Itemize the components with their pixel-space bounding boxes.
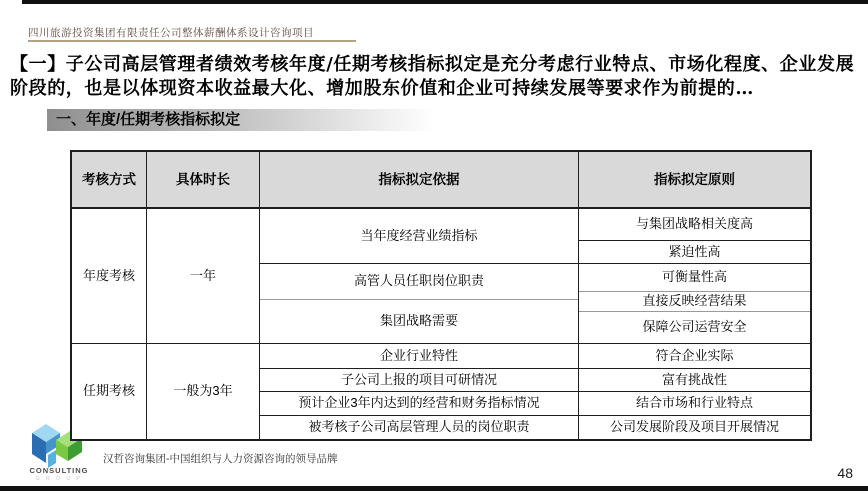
table-cell-principle: 可衡量性高 — [579, 264, 810, 292]
table-cell-principle: 直接反映经营结果 — [579, 292, 810, 312]
table-cell-principle: 公司发展阶段及项目开展情况 — [609, 419, 779, 435]
table-cell-principle: 与集团战略相关度高 — [579, 209, 810, 241]
top-accent-bar — [22, 0, 868, 4]
column-header: 具体时长 — [147, 152, 259, 209]
table-cell-basis: 当年度经营业绩指标 — [260, 209, 578, 264]
table-cell-basis: 企业行业特性 — [260, 344, 578, 369]
section-banner — [47, 109, 435, 131]
column-duration — [147, 152, 260, 439]
table-cell-basis: 预计企业3年内达到的经营和财务指标情况 — [260, 392, 578, 416]
table-cell-principle: 紧迫性高 — [579, 241, 810, 264]
table-cell-principle: 保障公司运营安全 — [579, 312, 810, 344]
footer-tagline: 汉哲咨询集团-中国组织与人力资源咨询的领导品牌 — [103, 453, 338, 465]
project-title: 四川旅游投资集团有限责任公司整体薪酬体系设计咨询项目 — [28, 27, 314, 39]
assessment-criteria-table — [70, 150, 812, 441]
slide-heading: 【一】子公司高层管理者绩效考核年度/任期考核指标拟定是充分考虑行业特点、市场化程度、企业发展阶段的，也是以体现资本收益最大化、增加股东价值和企业可持续发展等要求作为前提的… — [10, 54, 855, 99]
table-cell-duration: 一年 — [147, 209, 259, 344]
table-cell-basis: 子公司上报的项目可研情况 — [260, 369, 578, 392]
column-header: 指标拟定原则 — [579, 152, 810, 209]
section-banner-label: 一、年度/任期考核指标拟定 — [56, 111, 241, 128]
table-cell-principle: 富有挑战性 — [579, 369, 810, 392]
table-cell-method: 年度考核 — [72, 209, 146, 344]
page-number: 48 — [837, 465, 853, 481]
table-cell-duration: 一般为3年 — [173, 383, 233, 399]
table-cell-principle: 结合市场和行业特点 — [579, 392, 810, 416]
column-method — [72, 152, 147, 439]
table-cell-principle: 符合企业实际 — [579, 344, 810, 369]
logo-wordmark: CONSULTING — [29, 466, 89, 475]
column-header: 指标拟定依据 — [260, 152, 578, 209]
column-principles — [579, 152, 810, 439]
table-cell-basis: 集团战略需要 — [260, 300, 578, 344]
table-cell-method: 任期考核 — [82, 383, 135, 399]
bottom-accent-bar — [0, 486, 868, 491]
column-header: 考核方式 — [72, 152, 146, 209]
project-title-divider — [28, 40, 356, 42]
logo-wordmark-sub: G R O U P — [35, 476, 83, 482]
column-basis — [260, 152, 579, 439]
table-cell-basis: 高管人员任职岗位职责 — [260, 264, 578, 300]
table-cell-basis: 被考核子公司高层管理人员的岗位职责 — [308, 419, 530, 435]
